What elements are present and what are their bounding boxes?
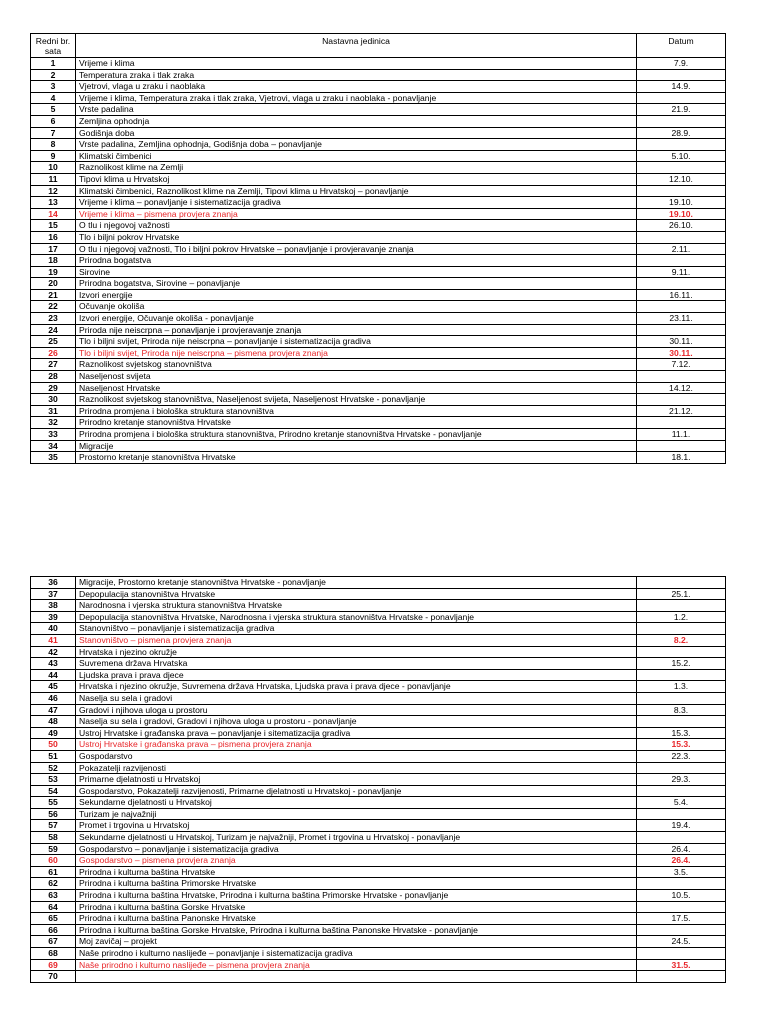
lesson-date bbox=[637, 878, 726, 890]
table-row bbox=[31, 913, 726, 925]
lesson-topic: Raznolikost svjetskog stanovništva bbox=[76, 359, 637, 371]
lesson-topic: Zemljina ophodnja bbox=[76, 115, 637, 127]
lesson-number: 33 bbox=[31, 429, 76, 441]
lesson-topic: Prirodna bogatstva bbox=[76, 255, 637, 267]
lesson-date bbox=[637, 92, 726, 104]
lesson-date: 7.12. bbox=[637, 359, 726, 371]
table-row bbox=[31, 394, 726, 406]
lesson-topic: Prirodna i kulturna baština Hrvatske bbox=[76, 866, 637, 878]
lesson-number: 63 bbox=[31, 890, 76, 902]
table-row bbox=[31, 832, 726, 844]
lesson-date: 11.1. bbox=[637, 429, 726, 441]
lesson-date: 9.11. bbox=[637, 266, 726, 278]
lesson-number: 8 bbox=[31, 139, 76, 151]
lesson-number: 10 bbox=[31, 162, 76, 174]
lesson-date bbox=[637, 646, 726, 658]
lesson-date: 1.2. bbox=[637, 611, 726, 623]
lesson-date bbox=[637, 440, 726, 452]
table-row bbox=[31, 669, 726, 681]
lesson-topic: Izvori energije, Očuvanje okoliša - ponavljanje bbox=[76, 313, 637, 325]
table-row bbox=[31, 301, 726, 313]
table-row bbox=[31, 681, 726, 693]
table-row bbox=[31, 243, 726, 255]
lesson-number: 1 bbox=[31, 58, 76, 70]
lesson-date bbox=[637, 394, 726, 406]
lesson-number: 46 bbox=[31, 692, 76, 704]
lesson-number: 13 bbox=[31, 197, 76, 209]
table-row bbox=[31, 971, 726, 983]
lesson-date: 15.3. bbox=[637, 739, 726, 751]
table-row bbox=[31, 371, 726, 383]
table-row bbox=[31, 924, 726, 936]
lesson-topic: Klimatski čimbenici, Raznolikost klime na Zemlji, Tipovi klima u Hrvatskoj – ponavljanje bbox=[76, 185, 637, 197]
lesson-date bbox=[637, 762, 726, 774]
lesson-topic: Depopulacija stanovništva Hrvatske, Narodnosna i vjerska struktura stanovništva Hrvatske - ponavljanje bbox=[76, 611, 637, 623]
table-row bbox=[31, 704, 726, 716]
lesson-topic: Sekundarne djelatnosti u Hrvatskoj bbox=[76, 797, 637, 809]
table-row bbox=[31, 208, 726, 220]
lesson-date: 29.3. bbox=[637, 774, 726, 786]
lesson-topic: Tlo i biljni svijet, Priroda nije neiscrpna – ponavljanje i sistematizacija gradiva bbox=[76, 336, 637, 348]
lesson-number: 59 bbox=[31, 843, 76, 855]
table-row bbox=[31, 797, 726, 809]
lesson-date: 16.11. bbox=[637, 289, 726, 301]
table-row bbox=[31, 785, 726, 797]
lesson-number: 43 bbox=[31, 658, 76, 670]
lesson-topic: Temperatura zraka i tlak zraka bbox=[76, 69, 637, 81]
lesson-number: 50 bbox=[31, 739, 76, 751]
lesson-number: 51 bbox=[31, 750, 76, 762]
lesson-topic: Pokazatelji razvijenosti bbox=[76, 762, 637, 774]
lesson-number: 37 bbox=[31, 588, 76, 600]
table-row bbox=[31, 739, 726, 751]
table-row bbox=[31, 750, 726, 762]
lesson-number: 64 bbox=[31, 901, 76, 913]
table-row bbox=[31, 382, 726, 394]
table-row bbox=[31, 278, 726, 290]
table-row bbox=[31, 878, 726, 890]
header-date: Datum bbox=[637, 34, 726, 58]
lesson-date: 5.4. bbox=[637, 797, 726, 809]
schedule-table-2 bbox=[30, 576, 726, 983]
lesson-topic: Stanovništvo – pismena provjera znanja bbox=[76, 634, 637, 646]
table-row bbox=[31, 774, 726, 786]
table-row bbox=[31, 173, 726, 185]
lesson-number: 30 bbox=[31, 394, 76, 406]
lesson-topic: Raznolikost klime na Zemlji bbox=[76, 162, 637, 174]
lesson-date: 30.11. bbox=[637, 347, 726, 359]
lesson-date: 8.3. bbox=[637, 704, 726, 716]
table-row bbox=[31, 588, 726, 600]
lesson-date bbox=[637, 301, 726, 313]
lesson-date bbox=[637, 785, 726, 797]
table-row bbox=[31, 901, 726, 913]
lesson-topic: Naselja su sela i gradovi, Gradovi i njihova uloga u prostoru - ponavljanje bbox=[76, 716, 637, 728]
lesson-number: 21 bbox=[31, 289, 76, 301]
lesson-date bbox=[637, 971, 726, 983]
lesson-number: 31 bbox=[31, 405, 76, 417]
lesson-number: 22 bbox=[31, 301, 76, 313]
table-row bbox=[31, 127, 726, 139]
lesson-topic: Stanovništvo – ponavljanje i sistematizacija gradiva bbox=[76, 623, 637, 635]
lesson-number: 60 bbox=[31, 855, 76, 867]
lesson-number: 26 bbox=[31, 347, 76, 359]
lesson-number: 48 bbox=[31, 716, 76, 728]
lesson-number: 49 bbox=[31, 727, 76, 739]
lesson-number: 65 bbox=[31, 913, 76, 925]
lesson-number: 23 bbox=[31, 313, 76, 325]
lesson-number: 28 bbox=[31, 371, 76, 383]
table-row bbox=[31, 440, 726, 452]
table-row bbox=[31, 289, 726, 301]
table-row bbox=[31, 185, 726, 197]
table-row bbox=[31, 658, 726, 670]
table-row bbox=[31, 692, 726, 704]
lesson-topic bbox=[76, 971, 637, 983]
lesson-topic: Depopulacija stanovništva Hrvatske bbox=[76, 588, 637, 600]
lesson-number: 5 bbox=[31, 104, 76, 116]
lesson-topic: Prirodna i kulturna baština Gorske Hrvatske, Prirodna i kulturna baština Panonske Hrvatske - ponavljanje bbox=[76, 924, 637, 936]
lesson-number: 18 bbox=[31, 255, 76, 267]
lesson-topic: Naseljenost svijeta bbox=[76, 371, 637, 383]
lesson-date bbox=[637, 948, 726, 960]
lesson-topic: Ustroj Hrvatske i građanska prava – pismena provjera znanja bbox=[76, 739, 637, 751]
lesson-number: 34 bbox=[31, 440, 76, 452]
table-row bbox=[31, 255, 726, 267]
lesson-topic: Vjetrovi, vlaga u zraku i naoblaka bbox=[76, 81, 637, 93]
table-row bbox=[31, 417, 726, 429]
lesson-number: 68 bbox=[31, 948, 76, 960]
lesson-date bbox=[637, 692, 726, 704]
schedule-body-1 bbox=[31, 58, 726, 464]
lesson-date bbox=[637, 115, 726, 127]
lesson-number: 25 bbox=[31, 336, 76, 348]
table-row bbox=[31, 843, 726, 855]
table-row bbox=[31, 162, 726, 174]
lesson-date: 14.9. bbox=[637, 81, 726, 93]
table-row bbox=[31, 104, 726, 116]
lesson-topic: Vrijeme i klima bbox=[76, 58, 637, 70]
table-row bbox=[31, 762, 726, 774]
lesson-topic: Narodnosna i vjerska struktura stanovništva Hrvatske bbox=[76, 600, 637, 612]
header-lesson-number: Redni br. sata bbox=[31, 34, 76, 58]
lesson-date: 15.2. bbox=[637, 658, 726, 670]
lesson-date bbox=[637, 716, 726, 728]
lesson-topic: Sekundarne djelatnosti u Hrvatskoj, Turizam je najvažniji, Promet i trgovina u Hrvatskoj - ponavljanje bbox=[76, 832, 637, 844]
lesson-topic: Raznolikost svjetskog stanovništva, Naseljenost svijeta, Naseljenost Hrvatske - ponavljanje bbox=[76, 394, 637, 406]
table-row bbox=[31, 58, 726, 70]
lesson-date: 22.3. bbox=[637, 750, 726, 762]
lesson-date bbox=[637, 255, 726, 267]
lesson-date bbox=[637, 324, 726, 336]
table-row bbox=[31, 266, 726, 278]
lesson-number: 24 bbox=[31, 324, 76, 336]
lesson-date: 5.10. bbox=[637, 150, 726, 162]
lesson-topic: Turizam je najvažniji bbox=[76, 808, 637, 820]
lesson-number: 40 bbox=[31, 623, 76, 635]
lesson-number: 35 bbox=[31, 452, 76, 464]
lesson-date: 31.5. bbox=[637, 959, 726, 971]
lesson-topic: Vrijeme i klima, Temperatura zraka i tlak zraka, Vjetrovi, vlaga u zraku i naoblaka - ponavljanje bbox=[76, 92, 637, 104]
lesson-number: 27 bbox=[31, 359, 76, 371]
lesson-date bbox=[637, 231, 726, 243]
lesson-number: 56 bbox=[31, 808, 76, 820]
lesson-topic: Prirodna i kulturna baština Hrvatske, Prirodna i kulturna baština Primorske Hrvatske - ponavljanje bbox=[76, 890, 637, 902]
lesson-topic: Izvori energije bbox=[76, 289, 637, 301]
lesson-topic: Prirodna i kulturna baština Panonske Hrvatske bbox=[76, 913, 637, 925]
lesson-number: 15 bbox=[31, 220, 76, 232]
lesson-number: 11 bbox=[31, 173, 76, 185]
lesson-number: 42 bbox=[31, 646, 76, 658]
lesson-topic: Prirodna i kulturna baština Primorske Hrvatske bbox=[76, 878, 637, 890]
lesson-number: 67 bbox=[31, 936, 76, 948]
schedule-table-1 bbox=[30, 33, 726, 464]
lesson-date: 24.5. bbox=[637, 936, 726, 948]
lesson-date: 26.4. bbox=[637, 855, 726, 867]
lesson-date: 28.9. bbox=[637, 127, 726, 139]
table-row bbox=[31, 727, 726, 739]
header-lesson-topic: Nastavna jedinica bbox=[76, 34, 637, 58]
lesson-topic: Vrste padalina bbox=[76, 104, 637, 116]
lesson-date: 2.11. bbox=[637, 243, 726, 255]
lesson-topic: Sirovine bbox=[76, 266, 637, 278]
lesson-number: 58 bbox=[31, 832, 76, 844]
lesson-date bbox=[637, 185, 726, 197]
lesson-number: 7 bbox=[31, 127, 76, 139]
lesson-date: 19.4. bbox=[637, 820, 726, 832]
lesson-number: 20 bbox=[31, 278, 76, 290]
lesson-date: 14.12. bbox=[637, 382, 726, 394]
lesson-number: 12 bbox=[31, 185, 76, 197]
lesson-topic: Godišnja doba bbox=[76, 127, 637, 139]
table-row bbox=[31, 429, 726, 441]
lesson-number: 69 bbox=[31, 959, 76, 971]
table-row bbox=[31, 197, 726, 209]
table-row bbox=[31, 69, 726, 81]
lesson-date: 12.10. bbox=[637, 173, 726, 185]
lesson-number: 66 bbox=[31, 924, 76, 936]
lesson-number: 45 bbox=[31, 681, 76, 693]
table-row bbox=[31, 936, 726, 948]
lesson-date: 26.4. bbox=[637, 843, 726, 855]
table-row bbox=[31, 611, 726, 623]
lesson-number: 53 bbox=[31, 774, 76, 786]
lesson-topic: Moj zavičaj – projekt bbox=[76, 936, 637, 948]
lesson-number: 41 bbox=[31, 634, 76, 646]
table-row bbox=[31, 405, 726, 417]
table-row bbox=[31, 359, 726, 371]
lesson-topic: Gospodarstvo, Pokazatelji razvijenosti, Primarne djelatnosti u Hrvatskoj - ponavljanje bbox=[76, 785, 637, 797]
lesson-number: 16 bbox=[31, 231, 76, 243]
lesson-topic: Vrijeme i klima – pismena provjera znanja bbox=[76, 208, 637, 220]
lesson-topic: Gospodarstvo – pismena provjera znanja bbox=[76, 855, 637, 867]
lesson-number: 70 bbox=[31, 971, 76, 983]
lesson-date: 26.10. bbox=[637, 220, 726, 232]
table-row bbox=[31, 452, 726, 464]
lesson-topic: Priroda nije neiscrpna – ponavljanje i provjeravanje znanja bbox=[76, 324, 637, 336]
lesson-date bbox=[637, 162, 726, 174]
lesson-number: 6 bbox=[31, 115, 76, 127]
lesson-date bbox=[637, 901, 726, 913]
table-row bbox=[31, 948, 726, 960]
lesson-date: 17.5. bbox=[637, 913, 726, 925]
lesson-topic: Tlo i biljni pokrov Hrvatske bbox=[76, 231, 637, 243]
table-row bbox=[31, 139, 726, 151]
table-row bbox=[31, 347, 726, 359]
lesson-topic: Prirodna promjena i biološka struktura stanovništva bbox=[76, 405, 637, 417]
lesson-topic: Ljudska prava i prava djece bbox=[76, 669, 637, 681]
lesson-date: 19.10. bbox=[637, 197, 726, 209]
table-row bbox=[31, 623, 726, 635]
lesson-date: 25.1. bbox=[637, 588, 726, 600]
lesson-topic: Prirodna i kulturna baština Gorske Hrvatske bbox=[76, 901, 637, 913]
lesson-topic: Prirodna bogatstva, Sirovine – ponavljanje bbox=[76, 278, 637, 290]
table-row bbox=[31, 634, 726, 646]
table-row bbox=[31, 220, 726, 232]
lesson-date: 7.9. bbox=[637, 58, 726, 70]
lesson-topic: Tipovi klima u Hrvatskoj bbox=[76, 173, 637, 185]
lesson-topic: Očuvanje okoliša bbox=[76, 301, 637, 313]
lesson-date bbox=[637, 832, 726, 844]
table-row bbox=[31, 231, 726, 243]
lesson-number: 52 bbox=[31, 762, 76, 774]
lesson-date: 21.9. bbox=[637, 104, 726, 116]
lesson-topic: O tlu i njegovoj važnosti, Tlo i biljni pokrov Hrvatske – ponavljanje i provjeravanje znanja bbox=[76, 243, 637, 255]
lesson-topic: Naše prirodno i kulturno naslijeđe – pismena provjera znanja bbox=[76, 959, 637, 971]
lesson-date bbox=[637, 371, 726, 383]
lesson-number: 36 bbox=[31, 577, 76, 589]
lesson-date: 8.2. bbox=[637, 634, 726, 646]
lesson-number: 39 bbox=[31, 611, 76, 623]
lesson-number: 19 bbox=[31, 266, 76, 278]
lesson-topic: Vrijeme i klima – ponavljanje i sistematizacija gradiva bbox=[76, 197, 637, 209]
lesson-date bbox=[637, 278, 726, 290]
table-row bbox=[31, 820, 726, 832]
lesson-topic: Tlo i biljni svijet, Priroda nije neiscrpna – pismena provjera znanja bbox=[76, 347, 637, 359]
lesson-date: 10.5. bbox=[637, 890, 726, 902]
schedule-body-2 bbox=[31, 577, 726, 983]
lesson-number: 44 bbox=[31, 669, 76, 681]
lesson-date bbox=[637, 577, 726, 589]
lesson-topic: Gospodarstvo bbox=[76, 750, 637, 762]
lesson-date bbox=[637, 623, 726, 635]
lesson-number: 14 bbox=[31, 208, 76, 220]
lesson-number: 61 bbox=[31, 866, 76, 878]
table-row bbox=[31, 313, 726, 325]
table-row bbox=[31, 336, 726, 348]
lesson-date: 15.3. bbox=[637, 727, 726, 739]
lesson-topic: Gradovi i njihova uloga u prostoru bbox=[76, 704, 637, 716]
lesson-date bbox=[637, 924, 726, 936]
lesson-date bbox=[637, 669, 726, 681]
lesson-date: 30.11. bbox=[637, 336, 726, 348]
lesson-topic: Klimatski čimbenici bbox=[76, 150, 637, 162]
lesson-topic: Migracije, Prostorno kretanje stanovništva Hrvatske - ponavljanje bbox=[76, 577, 637, 589]
lesson-topic: Suvremena država Hrvatska bbox=[76, 658, 637, 670]
table-row bbox=[31, 890, 726, 902]
table-header-row bbox=[31, 34, 726, 58]
lesson-topic: Naselja su sela i gradovi bbox=[76, 692, 637, 704]
table-row bbox=[31, 646, 726, 658]
lesson-date: 19.10. bbox=[637, 208, 726, 220]
lesson-topic: Prirodna promjena i biološka struktura stanovništva, Prirodno kretanje stanovništva Hrvatske - ponavljanje bbox=[76, 429, 637, 441]
lesson-date: 3.5. bbox=[637, 866, 726, 878]
table-row bbox=[31, 577, 726, 589]
lesson-topic: Gospodarstvo – ponavljanje i sistematizacija gradiva bbox=[76, 843, 637, 855]
lesson-topic: O tlu i njegovoj važnosti bbox=[76, 220, 637, 232]
table-row bbox=[31, 855, 726, 867]
table-row bbox=[31, 716, 726, 728]
lesson-number: 38 bbox=[31, 600, 76, 612]
lesson-date bbox=[637, 808, 726, 820]
lesson-date bbox=[637, 417, 726, 429]
lesson-topic: Naše prirodno i kulturno naslijeđe – ponavljanje i sistematizacija gradiva bbox=[76, 948, 637, 960]
table-row bbox=[31, 115, 726, 127]
lesson-date: 1.3. bbox=[637, 681, 726, 693]
lesson-date: 23.11. bbox=[637, 313, 726, 325]
table-row bbox=[31, 81, 726, 93]
table-row bbox=[31, 324, 726, 336]
table-row bbox=[31, 866, 726, 878]
lesson-topic: Primarne djelatnosti u Hrvatskoj bbox=[76, 774, 637, 786]
lesson-number: 47 bbox=[31, 704, 76, 716]
lesson-number: 2 bbox=[31, 69, 76, 81]
lesson-date: 18.1. bbox=[637, 452, 726, 464]
lesson-topic: Hrvatska i njezino okružje, Suvremena država Hrvatska, Ljudska prava i prava djece - ponavljanje bbox=[76, 681, 637, 693]
lesson-topic: Hrvatska i njezino okružje bbox=[76, 646, 637, 658]
lesson-number: 62 bbox=[31, 878, 76, 890]
lesson-date bbox=[637, 139, 726, 151]
lesson-topic: Prostorno kretanje stanovništva Hrvatske bbox=[76, 452, 637, 464]
lesson-number: 29 bbox=[31, 382, 76, 394]
table-row bbox=[31, 808, 726, 820]
lesson-topic: Migracije bbox=[76, 440, 637, 452]
lesson-topic: Promet i trgovina u Hrvatskoj bbox=[76, 820, 637, 832]
lesson-number: 55 bbox=[31, 797, 76, 809]
lesson-number: 54 bbox=[31, 785, 76, 797]
lesson-topic: Vrste padalina, Zemljina ophodnja, Godišnja doba – ponavljanje bbox=[76, 139, 637, 151]
lesson-number: 9 bbox=[31, 150, 76, 162]
lesson-topic: Prirodno kretanje stanovništva Hrvatske bbox=[76, 417, 637, 429]
lesson-date bbox=[637, 69, 726, 81]
lesson-topic: Naseljenost Hrvatske bbox=[76, 382, 637, 394]
lesson-number: 4 bbox=[31, 92, 76, 104]
lesson-topic: Ustroj Hrvatske i građanska prava – ponavljanje i sitematizacija gradiva bbox=[76, 727, 637, 739]
lesson-date: 21.12. bbox=[637, 405, 726, 417]
lesson-number: 3 bbox=[31, 81, 76, 93]
lesson-number: 17 bbox=[31, 243, 76, 255]
lesson-number: 57 bbox=[31, 820, 76, 832]
table-row bbox=[31, 150, 726, 162]
lesson-date bbox=[637, 600, 726, 612]
lesson-number: 32 bbox=[31, 417, 76, 429]
table-row bbox=[31, 600, 726, 612]
table-row bbox=[31, 959, 726, 971]
table-row bbox=[31, 92, 726, 104]
